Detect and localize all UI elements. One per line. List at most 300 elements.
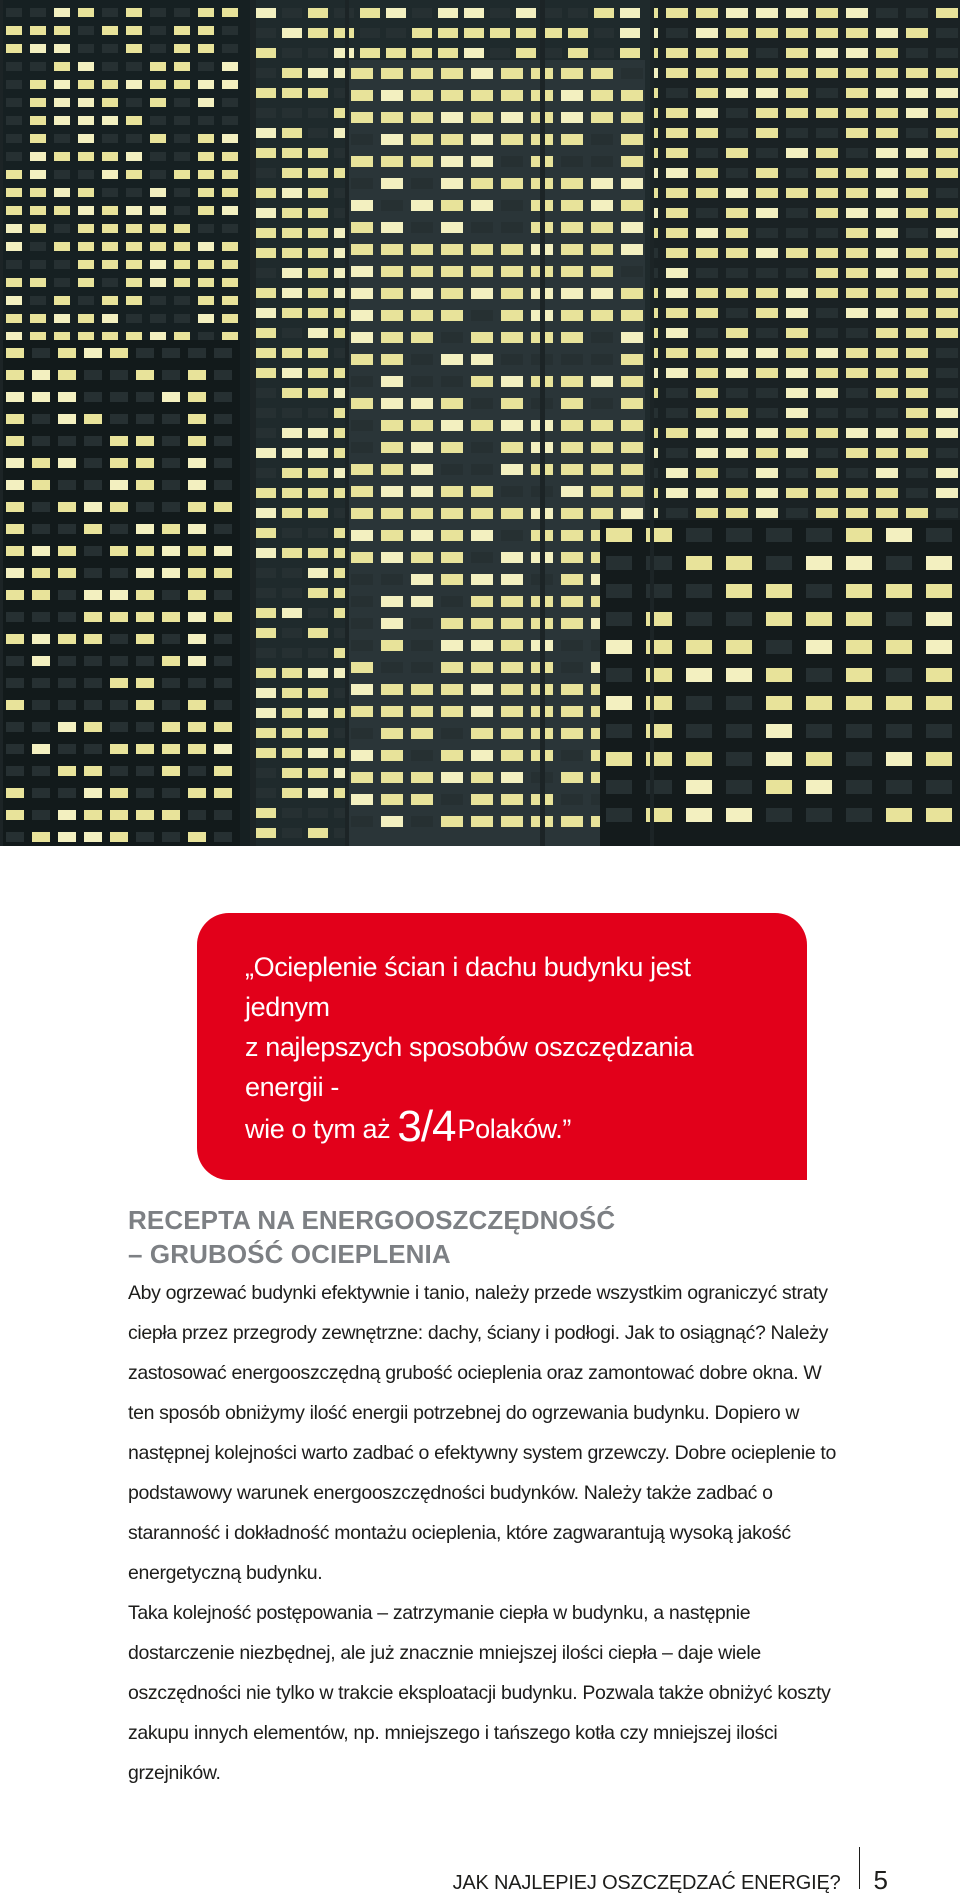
lit-window	[282, 128, 302, 138]
quote-card	[197, 913, 807, 1199]
lit-window	[30, 98, 46, 107]
lit-window	[936, 448, 958, 458]
lit-window	[816, 28, 838, 38]
lit-window	[351, 508, 373, 519]
lit-window	[786, 508, 808, 518]
lit-window	[411, 354, 433, 365]
lit-window	[58, 348, 76, 358]
lit-window	[54, 224, 70, 233]
lit-window	[594, 8, 614, 18]
lit-window	[501, 266, 523, 277]
lit-window	[136, 546, 154, 556]
lit-window	[756, 68, 778, 78]
lit-window	[214, 436, 232, 446]
lit-window	[102, 62, 118, 71]
lit-window	[886, 556, 912, 570]
lit-window	[501, 574, 523, 585]
lit-window	[846, 388, 868, 398]
lit-window	[936, 68, 958, 78]
lit-window	[308, 88, 328, 98]
lit-window	[471, 376, 493, 387]
lit-window	[561, 508, 583, 519]
lit-window	[846, 640, 872, 654]
lit-window	[441, 156, 463, 167]
lit-window	[606, 584, 632, 598]
lit-window	[78, 242, 94, 251]
lit-window	[936, 168, 958, 178]
lit-window	[58, 810, 76, 820]
lit-window	[30, 152, 46, 161]
lit-window	[686, 696, 712, 710]
lit-window	[282, 608, 302, 618]
lit-window	[471, 354, 493, 365]
lit-window	[222, 134, 238, 143]
lit-window	[110, 722, 128, 732]
lit-window	[222, 116, 238, 125]
lit-window	[441, 596, 463, 607]
lit-window	[334, 8, 354, 18]
lit-window	[381, 266, 403, 277]
page-number: 5	[873, 1864, 888, 1895]
lit-window	[666, 88, 688, 98]
lit-window	[646, 528, 672, 542]
lit-window	[561, 662, 583, 673]
lit-window	[6, 788, 24, 798]
lit-window	[696, 288, 718, 298]
lit-window	[786, 468, 808, 478]
lit-window	[501, 486, 523, 497]
lit-window	[666, 208, 688, 218]
lit-window	[876, 308, 898, 318]
lit-window	[846, 808, 872, 822]
lit-window	[174, 188, 190, 197]
lit-window	[591, 156, 613, 167]
lit-window	[726, 696, 752, 710]
lit-window	[501, 684, 523, 695]
lit-window	[906, 388, 928, 398]
lit-window	[110, 546, 128, 556]
lit-window	[516, 8, 536, 18]
lit-window	[136, 348, 154, 358]
lit-window	[621, 68, 643, 79]
lit-window	[726, 128, 748, 138]
lit-window	[441, 640, 463, 651]
lit-window	[561, 772, 583, 783]
lit-window	[686, 640, 712, 654]
lit-window	[816, 348, 838, 358]
lit-window	[84, 744, 102, 754]
lit-window	[6, 206, 22, 215]
lit-window	[936, 488, 958, 498]
lit-window	[126, 296, 142, 305]
lit-window	[174, 134, 190, 143]
lit-window	[756, 348, 778, 358]
lit-window	[906, 508, 928, 518]
lit-window	[351, 134, 373, 145]
lit-window	[222, 8, 238, 17]
lit-window	[150, 134, 166, 143]
lit-window	[188, 414, 206, 424]
lit-window	[561, 90, 583, 101]
lit-window	[198, 152, 214, 161]
lit-window	[78, 116, 94, 125]
lit-window	[214, 612, 232, 622]
lit-window	[906, 48, 928, 58]
lit-window	[308, 668, 328, 678]
lit-window	[136, 414, 154, 424]
lit-window	[351, 332, 373, 343]
lit-window	[696, 28, 718, 38]
lit-window	[162, 370, 180, 380]
lit-window	[6, 766, 24, 776]
lit-window	[906, 308, 928, 318]
lit-window	[846, 188, 868, 198]
lit-window	[471, 640, 493, 651]
lit-window	[411, 464, 433, 475]
lit-window	[441, 728, 463, 739]
lit-window	[621, 112, 643, 123]
lit-window	[666, 108, 688, 118]
lit-window	[351, 728, 373, 739]
lit-window	[282, 388, 302, 398]
lit-window	[150, 314, 166, 323]
lit-window	[30, 206, 46, 215]
lit-window	[666, 148, 688, 158]
lit-window	[381, 640, 403, 651]
lit-window	[32, 722, 50, 732]
lit-window	[666, 48, 688, 58]
lit-window	[568, 48, 588, 58]
lit-window	[666, 128, 688, 138]
lit-window	[308, 248, 328, 258]
lit-window	[282, 568, 302, 578]
lit-window	[906, 448, 928, 458]
lit-window	[282, 548, 302, 558]
lit-window	[696, 308, 718, 318]
lit-window	[621, 376, 643, 387]
lit-window	[726, 640, 752, 654]
lit-window	[102, 296, 118, 305]
lit-window	[222, 242, 238, 251]
lit-window	[58, 392, 76, 402]
lit-window	[411, 266, 433, 277]
lit-window	[846, 128, 868, 138]
lit-window	[32, 612, 50, 622]
lit-window	[6, 392, 24, 402]
lit-window	[282, 108, 302, 118]
lit-window	[381, 794, 403, 805]
lit-window	[561, 750, 583, 761]
lit-window	[766, 668, 792, 682]
lit-window	[150, 116, 166, 125]
lit-window	[54, 314, 70, 323]
lit-window	[110, 458, 128, 468]
lit-window	[150, 44, 166, 53]
lit-window	[256, 688, 276, 698]
article-heading-line-1: RECEPTA NA ENERGOOSZCZĘDNOŚĆ	[128, 1205, 616, 1235]
lit-window	[501, 552, 523, 563]
lit-window	[308, 588, 328, 598]
lit-window	[561, 552, 583, 563]
lit-window	[441, 112, 463, 123]
lit-window	[666, 468, 688, 478]
lit-window	[214, 546, 232, 556]
lit-window	[591, 420, 613, 431]
lit-window	[501, 596, 523, 607]
lit-window	[136, 744, 154, 754]
lit-window	[54, 134, 70, 143]
lit-window	[471, 772, 493, 783]
lit-window	[786, 348, 808, 358]
lit-window	[256, 728, 276, 738]
lit-window	[906, 408, 928, 418]
lit-window	[188, 722, 206, 732]
lit-window	[198, 206, 214, 215]
quote-line-2: z najlepszych sposobów oszczędzania energii -	[245, 1032, 694, 1102]
lit-window	[381, 464, 403, 475]
lit-window	[6, 414, 24, 424]
lit-window	[876, 328, 898, 338]
lit-window	[501, 706, 523, 717]
lit-window	[936, 8, 958, 18]
lit-window	[686, 724, 712, 738]
lit-window	[58, 678, 76, 688]
lit-window	[84, 568, 102, 578]
lit-window	[876, 168, 898, 178]
lit-window	[926, 640, 952, 654]
lit-window	[136, 370, 154, 380]
lit-window	[84, 722, 102, 732]
lit-window	[501, 816, 523, 827]
lit-window	[906, 468, 928, 478]
tower-edge-1	[250, 0, 256, 846]
lit-window	[214, 458, 232, 468]
lit-window	[84, 348, 102, 358]
lit-window	[282, 588, 302, 598]
lit-window	[214, 766, 232, 776]
lit-window	[188, 678, 206, 688]
lit-window	[32, 458, 50, 468]
lit-window	[696, 168, 718, 178]
lit-window	[256, 488, 276, 498]
lit-window	[806, 780, 832, 794]
lit-window	[846, 348, 868, 358]
lit-window	[696, 208, 718, 218]
lit-window	[351, 596, 373, 607]
quote-source: – Raport ROCKWOOL „Polacy o oszczędzaniu energii”.	[245, 1179, 663, 1199]
lit-window	[110, 678, 128, 688]
lit-window	[78, 8, 94, 17]
lit-window	[308, 268, 328, 278]
lit-window	[58, 370, 76, 380]
lit-window	[188, 480, 206, 490]
lit-window	[188, 634, 206, 644]
lit-window	[886, 528, 912, 542]
lit-window	[110, 480, 128, 490]
lit-window	[561, 376, 583, 387]
lit-window	[876, 8, 898, 18]
lit-window	[886, 668, 912, 682]
lit-window	[756, 48, 778, 58]
lit-window	[381, 288, 403, 299]
lit-window	[471, 530, 493, 541]
lit-window	[351, 772, 373, 783]
lit-window	[936, 508, 958, 518]
lit-window	[308, 288, 328, 298]
lit-window	[351, 376, 373, 387]
lit-window	[516, 48, 536, 58]
lit-window	[441, 486, 463, 497]
lit-window	[150, 278, 166, 287]
lit-window	[816, 368, 838, 378]
lit-window	[282, 48, 302, 58]
lit-window	[471, 574, 493, 585]
lit-window	[726, 468, 748, 478]
lit-window	[561, 574, 583, 585]
lit-window	[606, 724, 632, 738]
lit-window	[162, 744, 180, 754]
lit-window	[54, 98, 70, 107]
lit-window	[78, 80, 94, 89]
lit-window	[32, 524, 50, 534]
lit-window	[411, 684, 433, 695]
lit-window	[308, 768, 328, 778]
lit-window	[686, 780, 712, 794]
lit-window	[381, 530, 403, 541]
tower-edge-5	[0, 0, 3, 846]
lit-window	[561, 464, 583, 475]
lit-window	[561, 618, 583, 629]
lit-window	[936, 468, 958, 478]
lit-window	[906, 268, 928, 278]
lit-window	[936, 408, 958, 418]
lit-window	[846, 468, 868, 478]
lit-window	[471, 288, 493, 299]
lit-window	[846, 780, 872, 794]
lit-window	[78, 170, 94, 179]
lit-window	[351, 706, 373, 717]
lit-window	[102, 98, 118, 107]
lit-window	[6, 568, 24, 578]
footer-title: JAK NAJLEPIEJ OSZCZĘDZAĆ ENERGIĘ?	[452, 1871, 841, 1894]
lit-window	[282, 188, 302, 198]
lit-window	[6, 810, 24, 820]
lit-window	[84, 612, 102, 622]
lit-window	[876, 388, 898, 398]
lit-window	[471, 750, 493, 761]
lit-window	[441, 354, 463, 365]
lit-window	[198, 332, 214, 341]
lit-window	[561, 728, 583, 739]
lit-window	[360, 48, 380, 58]
lit-window	[501, 200, 523, 211]
lit-window	[126, 44, 142, 53]
lit-window	[6, 436, 24, 446]
lit-window	[471, 244, 493, 255]
lit-window	[188, 392, 206, 402]
lit-window	[621, 332, 643, 343]
lit-window	[471, 728, 493, 739]
lit-window	[6, 678, 24, 688]
lit-window	[162, 348, 180, 358]
lit-window	[84, 656, 102, 666]
lit-window	[846, 148, 868, 158]
lit-window	[926, 556, 952, 570]
lit-window	[102, 314, 118, 323]
lit-window	[591, 464, 613, 475]
lit-window	[54, 296, 70, 305]
lit-window	[256, 268, 276, 278]
lit-window	[936, 328, 958, 338]
lit-window	[411, 662, 433, 673]
lit-window	[222, 44, 238, 53]
lit-window	[646, 752, 672, 766]
lit-window	[886, 696, 912, 710]
lit-window	[816, 48, 838, 58]
lit-window	[441, 508, 463, 519]
lit-window	[696, 348, 718, 358]
lit-window	[198, 62, 214, 71]
lit-window	[198, 278, 214, 287]
lit-window	[906, 108, 928, 118]
lit-window	[726, 108, 748, 118]
lit-window	[256, 468, 276, 478]
lit-window	[110, 524, 128, 534]
lit-window	[6, 188, 22, 197]
lit-window	[441, 706, 463, 717]
lit-window	[666, 8, 688, 18]
lit-window	[501, 750, 523, 761]
lit-window	[174, 332, 190, 341]
lit-window	[6, 170, 22, 179]
lit-window	[786, 448, 808, 458]
lit-window	[438, 28, 458, 38]
lit-window	[308, 808, 328, 818]
lit-window	[198, 260, 214, 269]
lit-window	[411, 332, 433, 343]
lit-window	[136, 722, 154, 732]
lit-window	[816, 468, 838, 478]
lit-window	[136, 700, 154, 710]
lit-window	[501, 134, 523, 145]
lit-window	[54, 116, 70, 125]
lit-window	[606, 752, 632, 766]
lit-window	[411, 618, 433, 629]
lit-window	[846, 208, 868, 218]
lit-window	[30, 8, 46, 17]
lit-window	[32, 700, 50, 710]
lit-window	[696, 148, 718, 158]
lit-window	[188, 612, 206, 622]
lit-window	[32, 590, 50, 600]
lit-window	[6, 242, 22, 251]
lit-window	[806, 696, 832, 710]
lit-window	[174, 116, 190, 125]
lit-window	[886, 584, 912, 598]
lit-window	[876, 508, 898, 518]
lit-window	[308, 648, 328, 658]
lit-window	[441, 442, 463, 453]
lit-window	[282, 368, 302, 378]
lit-window	[726, 188, 748, 198]
lit-window	[846, 88, 868, 98]
lit-window	[102, 332, 118, 341]
lit-window	[282, 348, 302, 358]
lit-window	[411, 90, 433, 101]
lit-window	[471, 68, 493, 79]
lit-window	[846, 8, 868, 18]
lit-window	[726, 388, 748, 398]
